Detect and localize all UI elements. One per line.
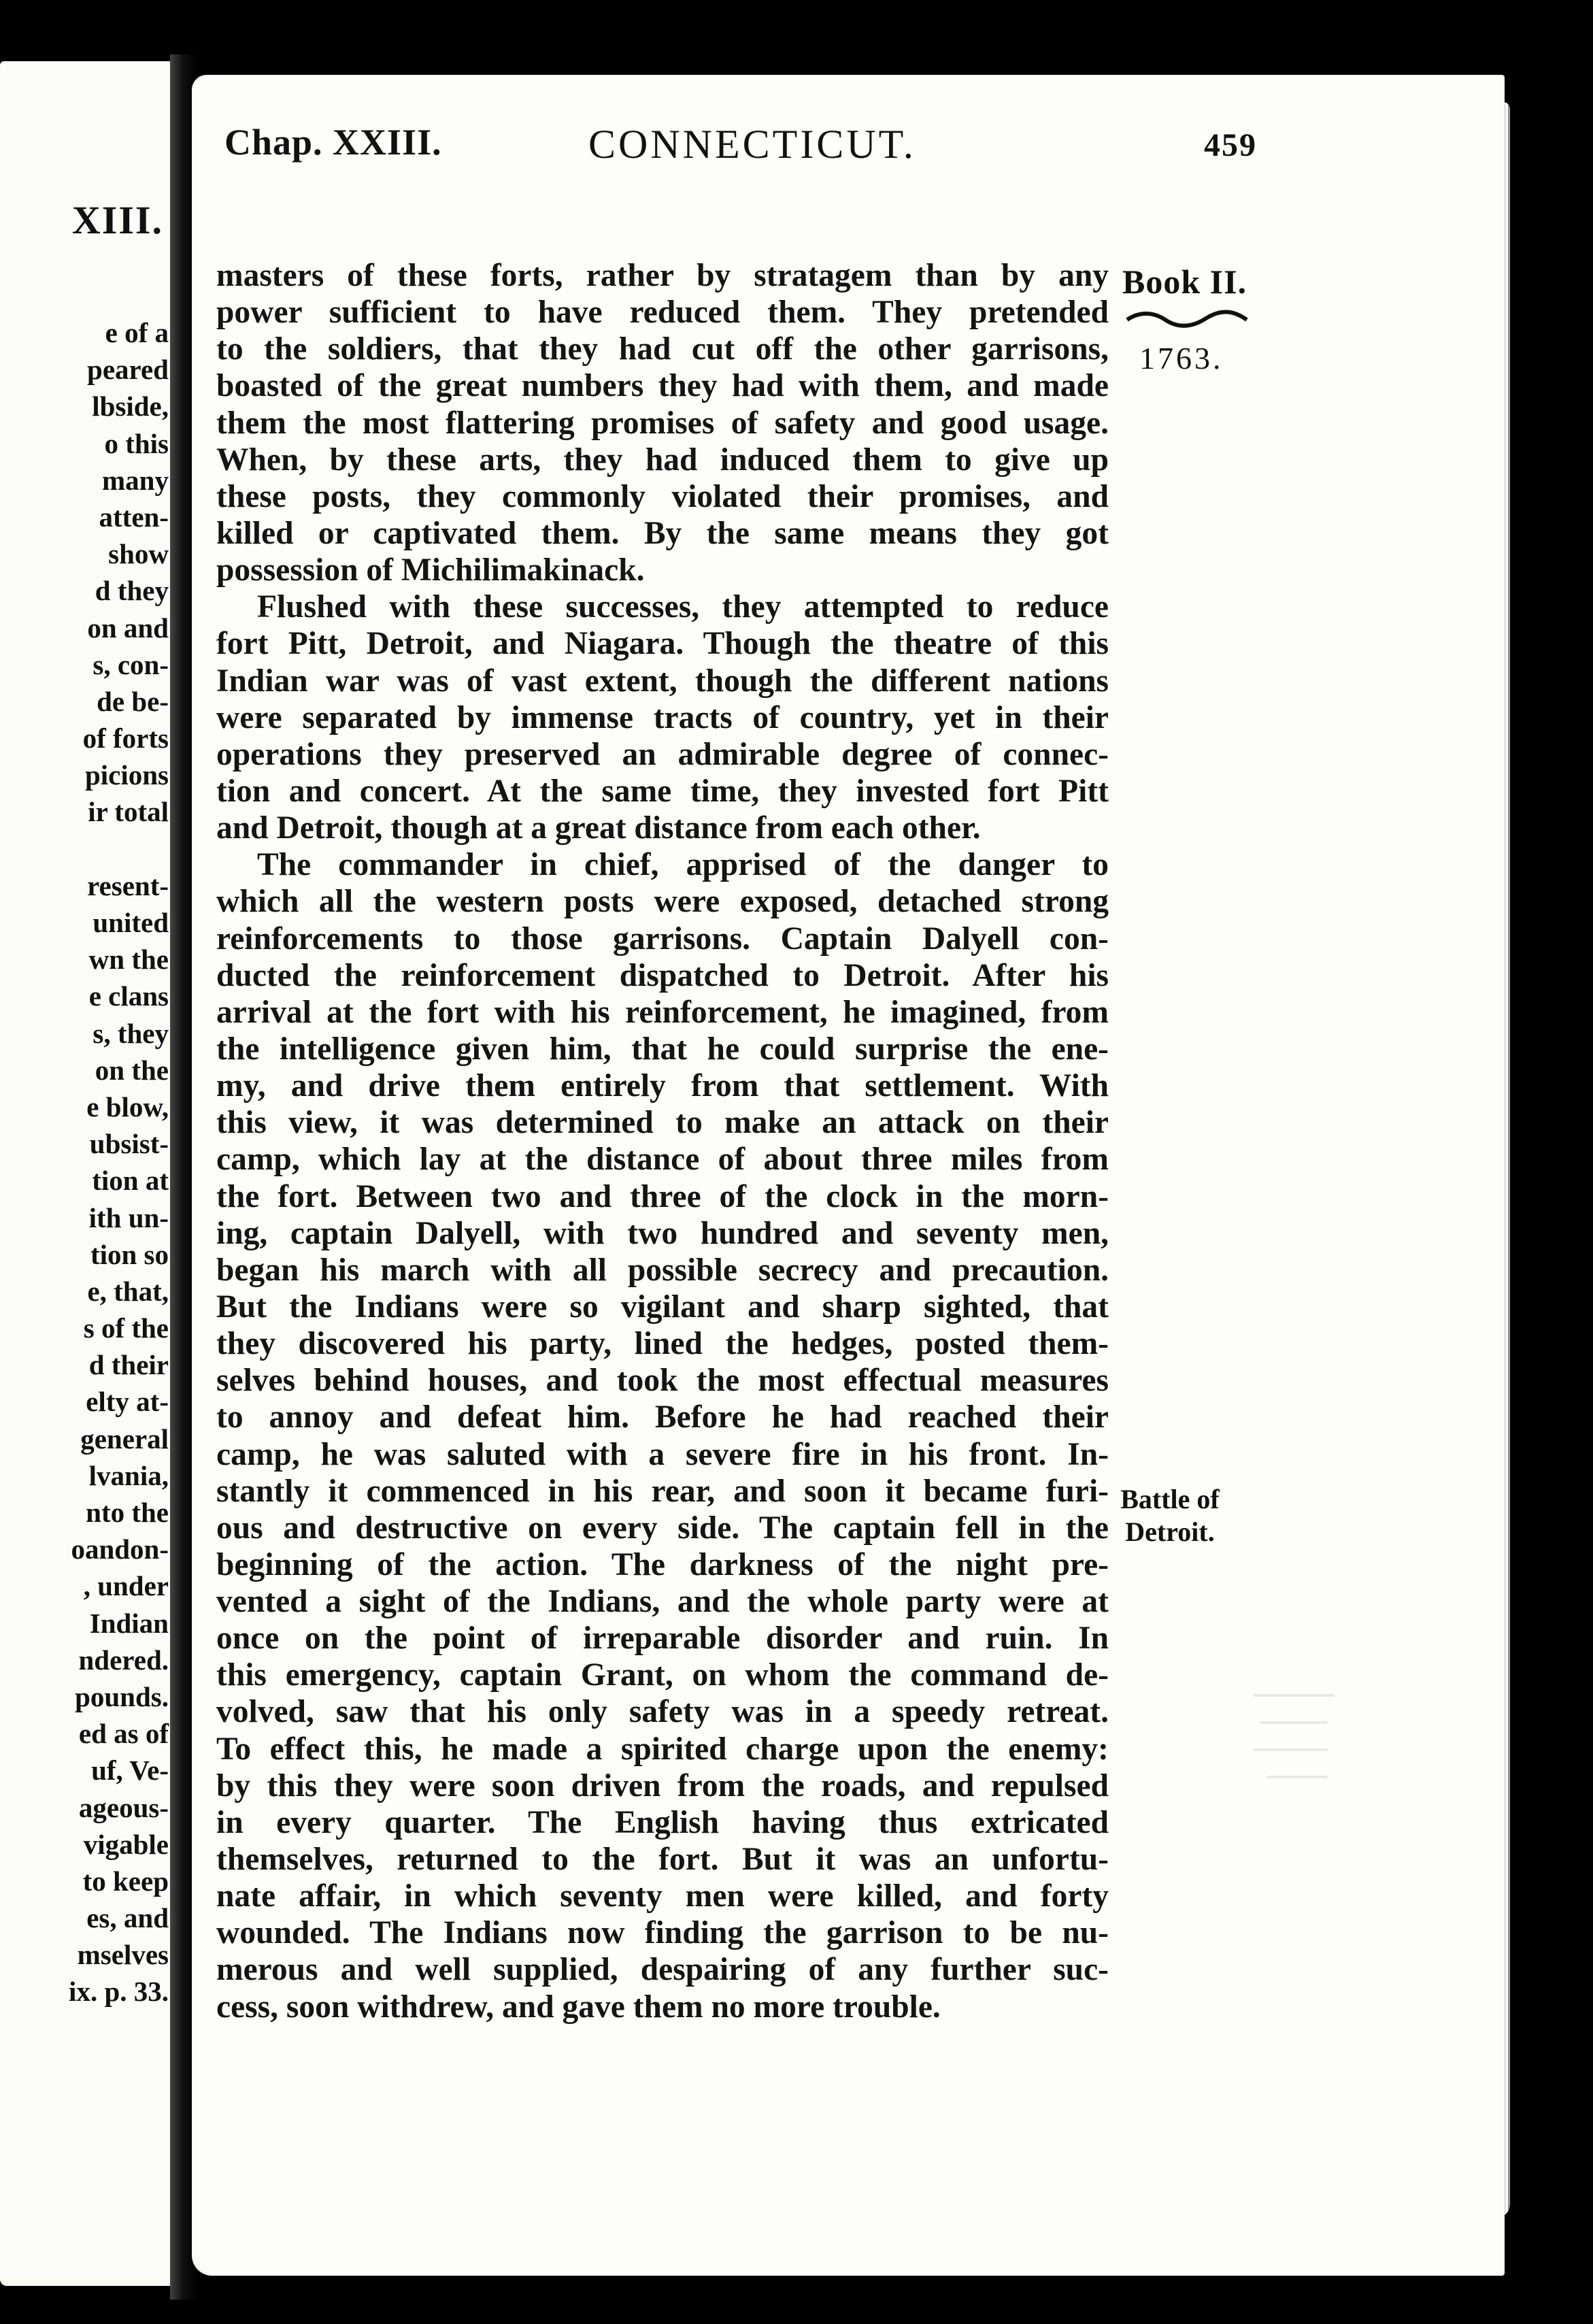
bleed-through-mark: [1267, 1776, 1328, 1778]
left-text-line: ndered.: [78, 1644, 169, 1676]
text-line: began his march with all possible secrecy and precaution.: [216, 1252, 1109, 1288]
text-line: killed or captivated them. By the same means they got: [216, 515, 1109, 551]
margin-sidenote: [1109, 1483, 1231, 1548]
left-text-line: e blow,: [86, 1091, 169, 1123]
text-line: in every quarter. The English having thus extricated: [216, 1804, 1109, 1840]
left-text-line: e of a: [105, 317, 169, 348]
left-text-line: atten-: [99, 501, 169, 533]
left-text-line: es, and: [86, 1902, 169, 1934]
left-text-line: o this: [104, 427, 169, 459]
text-line: tion and concert. At the same time, they invested fort Pitt: [216, 773, 1109, 809]
text-line: selves behind houses, and took the most effectual measures: [216, 1363, 1109, 1399]
left-text-line: ubsist-: [89, 1128, 169, 1160]
body-text: [216, 257, 1109, 2025]
left-text-line: nto the: [86, 1497, 169, 1528]
left-text-line: pounds.: [75, 1680, 169, 1712]
text-line: my, and drive them entirely from that settlement. With: [216, 1068, 1109, 1104]
bleed-through-mark: [1260, 1721, 1328, 1724]
left-text-line: mselves: [77, 1939, 169, 1971]
swash-ornament-icon: [1126, 308, 1248, 328]
chapter-label: Chap. XXIII.: [224, 122, 442, 163]
text-line: arrival at the fort with his reinforcement, he imagined, from: [216, 994, 1109, 1030]
page-number: 459: [1204, 127, 1257, 163]
left-text-line: oandon-: [71, 1533, 169, 1565]
left-text-line: to keep: [82, 1865, 169, 1897]
text-line: to annoy and defeat him. Before he had reached their: [216, 1399, 1109, 1435]
text-line: themselves, returned to the fort. But it was an unfortu-: [216, 1842, 1109, 1878]
left-text-line: peared: [87, 354, 169, 386]
text-line: power sufficient to have reduced them. They pretended: [216, 295, 1109, 331]
text-line: possession of Michilimakinack.: [216, 552, 645, 588]
bleed-through-mark: [1253, 1694, 1335, 1697]
text-line: nate affair, in which seventy men were killed, and forty: [216, 1878, 1109, 1914]
sidenote-line: Detroit.: [1125, 1516, 1215, 1547]
left-text-line: lbside,: [92, 391, 169, 422]
left-text-line: s of the: [83, 1312, 169, 1344]
text-line: When, by these arts, they had induced them to give up: [216, 442, 1109, 478]
left-text-line: on the: [95, 1054, 169, 1086]
text-line: beginning of the action. The darkness of the night pre-: [216, 1546, 1109, 1582]
left-text-line: ir total: [88, 796, 169, 828]
left-facing-page: [0, 61, 178, 2286]
left-page-text: [0, 314, 169, 2010]
left-text-line: d they: [95, 575, 169, 607]
text-line: the intelligence given him, that he could surprise the ene-: [216, 1031, 1109, 1067]
text-line: fort Pitt, Detroit, and Niagara. Though the theatre of this: [216, 626, 1109, 662]
left-text-line: e clans: [88, 980, 169, 1012]
text-line: them the most flattering promises of safety and good usage.: [216, 405, 1109, 441]
text-line: wounded. The Indians now finding the garrison to be nu-: [216, 1915, 1109, 1951]
left-text-line: on and: [87, 612, 169, 644]
left-text-line: resent-: [87, 869, 169, 901]
text-line: this emergency, captain Grant, on whom the command de-: [216, 1657, 1109, 1693]
text-line: But the Indians were so vigilant and sharp sighted, that: [216, 1289, 1109, 1325]
left-text-line: Indian: [89, 1607, 169, 1639]
text-line: masters of these forts, rather by stratagem than by any: [216, 258, 1109, 293]
text-line: volved, saw that his only safety was in a speedy retreat.: [216, 1694, 1109, 1730]
text-line: boasted of the great numbers they had with them, and made: [216, 368, 1109, 404]
margin-book-reference: Book II.: [1122, 263, 1247, 301]
running-head: [224, 121, 1258, 176]
left-text-line: ageous-: [78, 1791, 169, 1823]
text-line: ducted the reinforcement dispatched to Detroit. After his: [216, 957, 1109, 993]
text-line: To effect this, he made a spirited charge upon the enemy:: [216, 1731, 1109, 1767]
left-text-line: s, they: [93, 1017, 169, 1049]
text-line: by this they were soon driven from the roads, and repulsed: [216, 1767, 1109, 1804]
left-text-line: elty at-: [86, 1386, 169, 1418]
margin-year: 1763.: [1139, 341, 1224, 376]
text-line: the fort. Between two and three of the clock in the morn-: [216, 1178, 1109, 1214]
left-running-head: XIII.: [71, 198, 163, 242]
left-text-line: , under: [83, 1570, 169, 1602]
text-line: to the soldiers, that they had cut off the other garrisons,: [216, 331, 1109, 367]
left-text-line: ed as of: [78, 1718, 169, 1750]
left-text-line: de be-: [97, 685, 169, 717]
left-text-line: uf, Ve-: [91, 1755, 169, 1787]
page-title: CONNECTICUT.: [588, 122, 916, 167]
text-line: once on the point of irreparable disorder and ruin. In: [216, 1621, 1109, 1657]
text-line: these posts, they commonly violated their promises, and: [216, 478, 1109, 514]
text-line: were separated by immense tracts of country, yet in their: [216, 699, 1109, 735]
left-text-line: show: [108, 538, 169, 570]
text-line: and Detroit, though at a great distance from each other.: [216, 810, 981, 846]
left-text-line: d their: [88, 1349, 169, 1381]
left-text-line: wn the: [88, 944, 169, 976]
text-line: camp, he was saluted with a severe fire in his front. In-: [216, 1436, 1109, 1472]
left-text-line: picions: [84, 759, 169, 791]
left-text-line: many: [102, 464, 169, 496]
bleed-through-mark: [1253, 1748, 1328, 1751]
text-line: reinforcements to those garrisons. Captain Dalyell con-: [216, 920, 1109, 957]
left-text-line: e, that,: [87, 1275, 169, 1307]
text-line: Indian war was of vast extent, though the different nations: [216, 663, 1109, 699]
text-line: ous and destructive on every side. The captain fell in the: [216, 1510, 1109, 1546]
left-text-line: tion at: [92, 1165, 169, 1197]
text-line: merous and well supplied, despairing of any further suc-: [216, 1952, 1109, 1988]
left-text-line: general: [80, 1423, 169, 1455]
left-text-line: united: [93, 907, 169, 938]
left-text-line: s, con-: [93, 648, 169, 680]
left-text-line: of forts: [82, 723, 169, 754]
text-line: operations they preserved an admirable degree of connec-: [216, 736, 1109, 772]
text-line: stantly it commenced in his rear, and soon it became furi-: [216, 1473, 1109, 1509]
text-line: The commander in chief, apprised of the danger to: [257, 847, 1109, 883]
text-line: they discovered his party, lined the hedges, posted them-: [216, 1326, 1109, 1362]
left-text-line: vigable: [83, 1828, 169, 1860]
text-line: Flushed with these successes, they attempted to reduce: [257, 589, 1109, 625]
left-text-line: ith un-: [88, 1201, 169, 1233]
left-text-line: tion so: [90, 1238, 169, 1270]
left-text-line: [0, 831, 169, 867]
text-line: which all the western posts were exposed, detached strong: [216, 884, 1109, 920]
text-line: ing, captain Dalyell, with two hundred and seventy men,: [216, 1215, 1109, 1251]
left-text-line: ix. p. 33.: [69, 1976, 169, 2008]
text-line: cess, soon withdrew, and gave them no more trouble.: [216, 1989, 941, 2025]
sidenote-line: Battle of: [1120, 1484, 1220, 1514]
text-line: vented a sight of the Indians, and the whole party were at: [216, 1584, 1109, 1620]
text-line: this view, it was determined to make an attack on their: [216, 1105, 1109, 1141]
left-text-line: lvania,: [88, 1459, 169, 1491]
text-line: camp, which lay at the distance of about three miles from: [216, 1142, 1109, 1178]
